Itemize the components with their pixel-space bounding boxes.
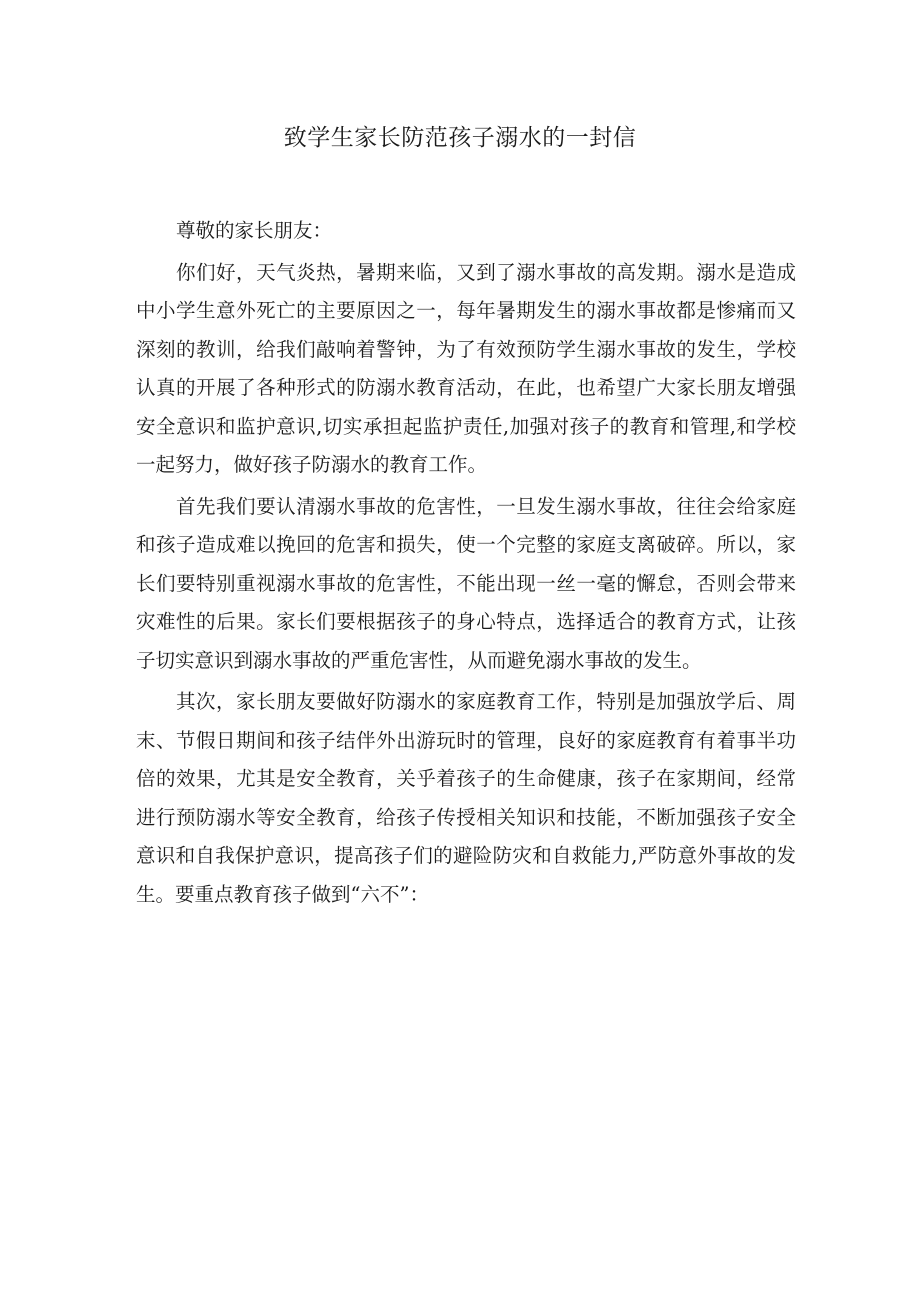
salutation: 尊敬的家长朋友： bbox=[176, 219, 333, 242]
paragraph-home-education: 其次，家长朋友要做好防溺水的家庭教育工作，特别是加强放学后、周末、节假日期间和孩子结伴外出游玩时的管理，良好的家庭教育有着事半功倍的效果，尤其是安全教育，关乎着孩子的生命健康，孩子在家期间，经常进行预防溺水等安全教育，给孩子传授相关知识和技能，不断加强孩子安全意识和自我保护意识，提高孩子们的避险防灾和自救能力,严防意外事故的发生。要重点教育孩子做到“六不”： bbox=[136, 690, 796, 906]
document-title: 致学生家长防范孩子溺水的一封信 bbox=[283, 125, 637, 151]
paragraph-hazards: 首先我们要认清溺水事故的危害性，一旦发生溺水事故，往往会给家庭和孩子造成难以挽回的危害和损失，使一个完整的家庭支离破碎。所以，家长们要特别重视溺水事故的危害性，不能出现一丝一毫的懈怠，否则会带来灾难性的后果。家长们要根据孩子的身心特点，选择适合的教育方式，让孩子切实意识到溺水事故的严重危害性，从而避免溺水事故的发生。 bbox=[136, 494, 796, 672]
paragraph-intro: 你们好，天气炎热，暑期来临，又到了溺水事故的高发期。溺水是造成中小学生意外死亡的主要原因之一，每年暑期发生的溺水事故都是惨痛而又深刻的教训，给我们敲响着警钟，为了有效预防学生溺水事故的发生，学校认真的开展了各种形式的防溺水教育活动，在此，也希望广大家长朋友增强安全意识和监护意识,切实承担起监护责任,加强对孩子的教育和管理,和学校一起努力，做好孩子防溺水的教育工作。 bbox=[136, 260, 796, 476]
letter-body bbox=[136, 212, 796, 917]
